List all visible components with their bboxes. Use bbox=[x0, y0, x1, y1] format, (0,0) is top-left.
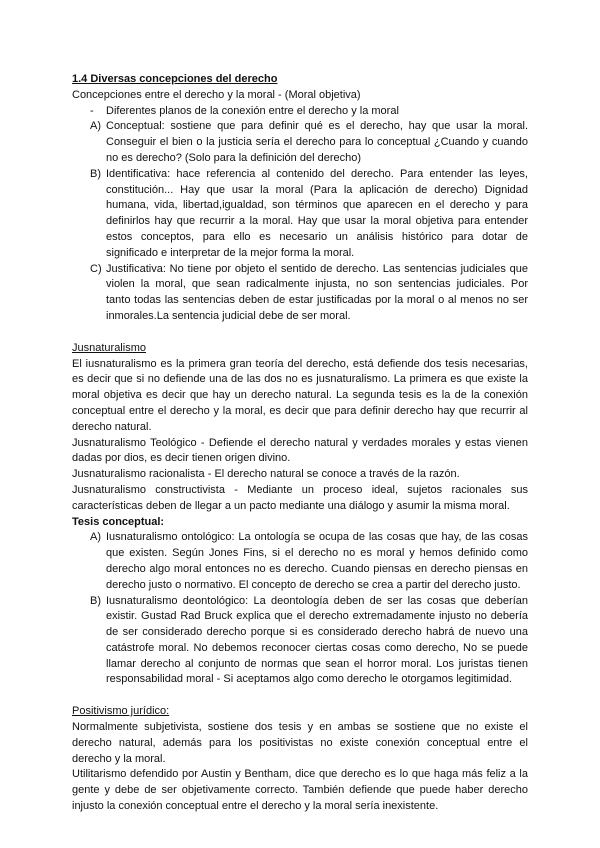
list-line: Identificativa: hace referencia al contenido del derecho. Para entender las leyes, bbox=[106, 167, 528, 180]
tesis-item-b bbox=[72, 594, 528, 689]
list-item-a bbox=[72, 119, 528, 166]
list-line: Justificativa: No tiene por objeto el sentido de derecho. Las sentencias judiciales que bbox=[106, 262, 528, 275]
paragraph-line: injusto la conexión conceptual entre el derecho y la moral sería inexistente. bbox=[72, 800, 439, 813]
list-line: de ser considerado derecho porque si es considerado derecho habrá de nuevo una bbox=[106, 626, 528, 639]
list-marker: B) bbox=[90, 594, 101, 607]
list-line: Conceptual: sostiene que para definir qué es el derecho, hay que usar la moral. bbox=[106, 120, 528, 133]
paragraph-line: gente y debe de ser objetivamente correcto. También defiende que puede haber derecho bbox=[72, 784, 528, 797]
list-marker: B) bbox=[90, 167, 101, 180]
section-intro: Concepciones entre el derecho y la moral - (Moral objetiva) bbox=[72, 88, 361, 101]
list-marker: A) bbox=[90, 120, 101, 133]
list-line: humana, vida, libertad,igualdad, son términos que aparecen en el derecho y para bbox=[106, 199, 528, 212]
list-line: Iusnaturalismo deontológico: La deontología deben de ser las cosas que deberían bbox=[106, 594, 528, 607]
tesis-item-a bbox=[72, 530, 528, 593]
paragraph-line: Jusnaturalismo Teológico - Defiende el derecho natural y verdades morales y estas vienen bbox=[72, 436, 528, 449]
jusnaturalismo-heading: Jusnaturalismo bbox=[72, 341, 146, 354]
list-marker: C) bbox=[90, 262, 102, 275]
list-line: significado e interpretar de la mejor forma la moral. bbox=[106, 246, 355, 259]
list-line: constitución... Hay que usar la moral (Para la aplicación de derecho) Dignidad bbox=[106, 183, 528, 196]
dash-item bbox=[72, 104, 528, 120]
paragraph-line: características deben de llegar a un pacto mediante una diálogo y asumir la misma moral. bbox=[72, 499, 510, 512]
list-line: catástrofe moral. No debemos reconocer ciertas cosas como derecho, No se puede bbox=[106, 641, 528, 654]
list-line: violen la moral, que sean radicalmente injusta, no son sentencias judiciales. Por bbox=[106, 278, 528, 291]
list-marker: A) bbox=[90, 531, 101, 544]
spacer bbox=[72, 325, 528, 341]
list-line: llamar derecho al conjunto de normas que sean el horror moral. Los juristas tienen bbox=[106, 657, 528, 670]
paragraph-line: El iusnaturalismo es la primera gran teoría del derecho, está defiende dos tesis necesarias, bbox=[72, 357, 528, 370]
paragraph-line: moral objetiva es decir que hay un derecho natural. La segunda tesis es la de la conexión bbox=[72, 389, 528, 402]
section-title: 1.4 Diversas concepciones del derecho bbox=[72, 73, 278, 85]
list-line: derecho algo moral entonces no es derecho. Cuando piensas en derecho piensas en bbox=[106, 562, 528, 575]
list-line: no es derecho? (Solo para la definición del derecho) bbox=[106, 151, 361, 164]
paragraph-line: Jusnaturalismo racionalista - El derecho natural se conoce a través de la razón. bbox=[72, 468, 460, 481]
list-line: Conseguir el bien o la justicia sería el derecho para lo conceptual ¿Cuando y cuando bbox=[106, 136, 528, 149]
paragraph-line: derecho y la moral. bbox=[72, 752, 166, 765]
list-line: tanto todas las sentencias deben de estar justificadas por la moral o al menos no ser bbox=[106, 294, 528, 307]
paragraph-line: dadas por dios, es decir tienen origen divino. bbox=[72, 452, 291, 465]
paragraph-line: es decir que si no defiende una de las dos no es jusnaturalismo. La primera es que existe la bbox=[72, 373, 528, 386]
list-line: definirlos hay que recurrir a la moral. Hay que usar la moral objetiva para entender bbox=[106, 215, 528, 228]
list-line: que existen. Según Jones Fins, si el derecho no es moral y hemos definido como bbox=[106, 547, 528, 560]
spacer bbox=[72, 688, 528, 704]
dash-bullet: - bbox=[90, 104, 94, 117]
paragraph-line: derecho natural. bbox=[72, 420, 152, 433]
positivismo-heading: Positivismo jurídico: bbox=[72, 705, 170, 718]
list-line: responsabilidad moral - Si aceptamos algo como derecho le otorgamos legitimidad. bbox=[106, 673, 512, 686]
list-line: derecho justo o normativo. El concepto de derecho se crea a partir del derecho justo. bbox=[106, 578, 521, 591]
paragraph-line: Utilitarismo defendido por Austin y Bentham, dice que derecho es lo que haga más feliz a la bbox=[72, 768, 528, 781]
tesis-heading: Tesis conceptual: bbox=[72, 515, 165, 528]
dash-item-text: Diferentes planos de la conexión entre el derecho y la moral bbox=[106, 104, 399, 117]
paragraph-line: Jusnaturalismo constructivista - Mediante un proceso ideal, sujetos racionales sus bbox=[72, 483, 528, 496]
list-line: existir. Gustad Rad Bruck explica que el derecho extremadamente injusto no debería bbox=[106, 610, 528, 623]
paragraph-line: derecho natural, además para los positivistas no existe conexión conceptual entre el bbox=[72, 736, 528, 749]
paragraph-line: conceptual entre el derecho y la moral, es decir que para definir derecho hay que recurrir al bbox=[72, 404, 528, 417]
list-item-c bbox=[72, 262, 528, 325]
list-item-b bbox=[72, 167, 528, 262]
paragraph-line: Normalmente subjetivista, sostiene dos tesis y en ambas se sostiene que no existe el bbox=[72, 721, 528, 734]
list-line: inmorales.La sentencia judicial debe de ser moral. bbox=[106, 309, 351, 322]
list-line: Iusnaturalismo ontológico: La ontología se ocupa de las cosas que hay, de las cosas bbox=[106, 531, 528, 544]
list-line: estos conceptos, para ello es necesario un análisis histórico para dotar de bbox=[106, 230, 528, 243]
